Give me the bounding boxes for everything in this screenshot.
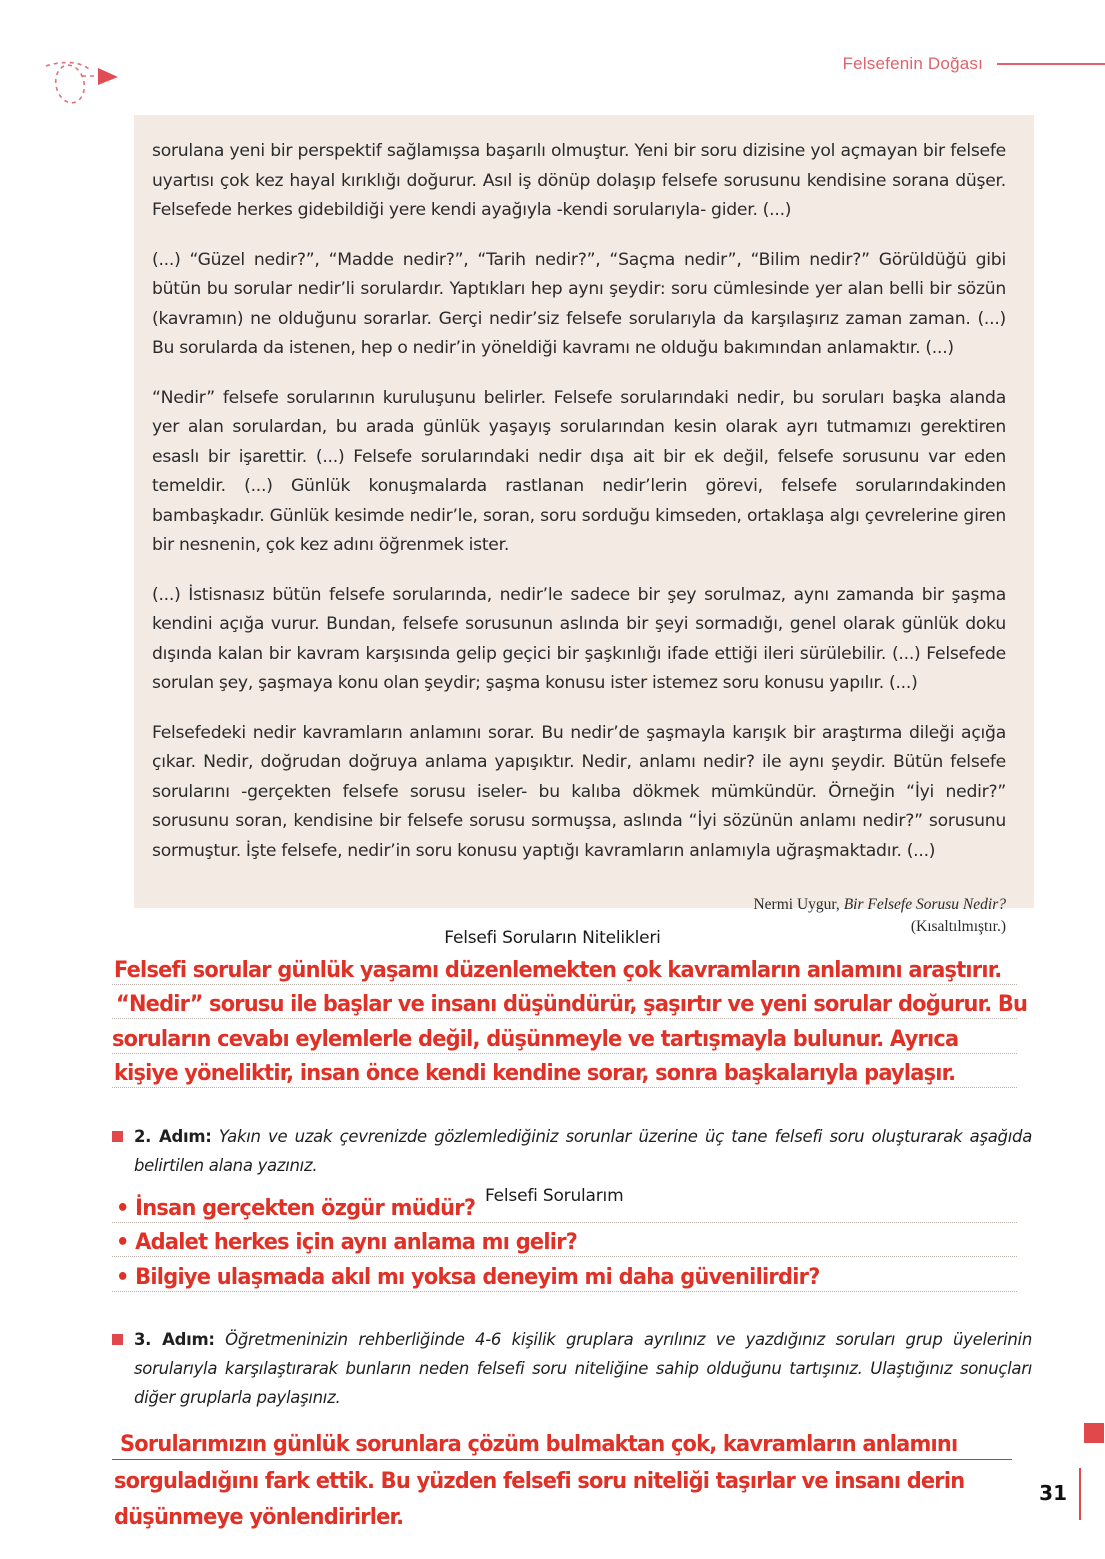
step-2-text	[134, 1122, 1032, 1180]
quote-paragraph-3: “Nedir” felsefe sorularının kuruluşunu belirler. Felsefe sorularındaki nedir, bu soruları başka alanda yer alan sorulardan, bu arada günlük yaşayış sorularından kesin olarak ayrı tutmamızı gerektiren esaslı bir işarettir. (...) Felsefe sorularındaki nedir dışa ait bir ek değil, felsefe sorusunu var eden temeldir. (...) Günlük konuşmalarda rastlanan nedir’lerin görevi, felsefe sorularındakinden bambaşkadır. Günlük kesimde nedir’le, soran, soru sorduğu kimseden, ortaklaşa algı çevrelerine giren bir nesnenin, çok kez adını öğrenmek ister.	[152, 387, 1006, 555]
header-title: Felsefenin Doğası	[842, 54, 983, 73]
qualities-heading: Felsefi Soruların Nitelikleri	[444, 928, 661, 948]
quote-paragraph-1: sorulana yeni bir perspektif sağlamışsa başarılı olmuştur. Yeni bir soru dizisine yol açmayan bir felsefe uyartısı çok kez hayal kırıklığı doğurur. Asıl iş dönüp dolaşıp felsefe sorusunu kendisine sorana düşer. Felsefede herkes gidebildiği yere kendi ayağıyla -kendi sorularıyla- gider. (...)	[152, 141, 1006, 220]
square-bullet-icon	[112, 1131, 123, 1142]
answer-line[interactable]	[112, 985, 1028, 1020]
attribution-work: Bir Felsefe Sorusu Nedir?	[843, 896, 1006, 913]
quote-box	[134, 115, 1034, 935]
conclusion-ink: düşünmeye yönlendirirler.	[114, 1504, 404, 1530]
quote-paragraph-5: Felsefedeki nedir kavramların anlamını sorar. Bu nedir’de şaşmayla karışık bir araştırma dileği açığa çıkar. Nedir, doğrudan doğruya anlama yapışıktır. Nedir, anlamı nedir? ile aynı şeydir. Bütün felsefe sorularını -gerçekten felsefe sorusu iseler- bu kalıba dökmek mümkündür. Örneğin “İyi nedir?” sorusunu soran, kendisine bir felsefe sorusu sormuşsa, aslında “İyi sözünün anlamı nedir?” sorusunu sormuştur. İşte felsefe, nedir’in soru konusu yaptığı kavramların anlamıyla uğraşmaktadır. (...)	[152, 722, 1006, 861]
conclusion-line[interactable]	[112, 1424, 1012, 1460]
answer-line[interactable]	[112, 950, 1017, 985]
my-questions-label: Felsefi Sorularım	[485, 1186, 624, 1206]
step-2-label: 2. Adım:	[134, 1127, 212, 1146]
answer-ink: Felsefi sorular günlük yaşamı düzenlemekten çok kavramların anlamını araştırır.	[114, 956, 1002, 983]
step-2-block	[112, 1122, 1032, 1180]
conclusion-line[interactable]	[112, 1496, 1012, 1532]
conclusion-line[interactable]	[112, 1460, 1012, 1496]
answer-ink: “Nedir” sorusu ile başlar ve insanı düşündürür, şaşırtır ve yeni sorular doğurur. Bu	[116, 991, 1028, 1017]
corner-square-marker	[1084, 1423, 1104, 1443]
page-number-rule	[1079, 1468, 1081, 1520]
page-number: 31	[1039, 1481, 1067, 1505]
my-questions-area[interactable]	[112, 1188, 1017, 1292]
answer-line[interactable]	[112, 1019, 1017, 1054]
attribution-note: (Kısaltılmıştır.)	[910, 918, 1006, 935]
qualities-answer-block[interactable]	[112, 950, 1028, 1088]
step-3-text	[134, 1325, 1032, 1412]
step-2-body: Yakın ve uzak çevrenizde gözlemlediğiniz sorunlar üzerine üç tane felsefi soru oluşturarak aşağıda belirtilen alana yazınız.	[134, 1127, 1033, 1175]
question-ink: • Bilgiye ulaşmada akıl mı yoksa deneyim mi daha güvenilirdir?	[116, 1263, 820, 1290]
answer-ink: soruların cevabı eylemlerle değil, düşünmeyle ve tartışmayla bulunur. Ayrıca	[112, 1025, 959, 1052]
attribution-author: Nermi Uygur,	[753, 896, 844, 913]
conclusion-block[interactable]	[112, 1424, 1012, 1532]
quote-paragraph-4: (...) İstisnasız bütün felsefe sorularında, nedir’le sadece bir şey sorulmaz, aynı zamanda bir şaşma kendini açığa vurur. Bundan, felsefe sorusunun aslında bir şeyi sormadığı, genel olarak günlük doku dışında kalan bir kavram karşısında gelip geçici bir şaşkınlığı ifade ettiği ileri sürülebilir. (...) Felsefede sorulan şey, şaşmaya konu olan şeydir; şaşma konusu ister istemez soru konusu yapılır. (...)	[152, 584, 1006, 693]
step-3-body: Öğretmeninizin rehberliğinde 4-6 kişilik gruplara ayrılınız ve yazdığınız soruları grup üyelerinin sorularıyla karşılaştırarak bunların neden felsefi soru niteliğine sahip olduğunu tartışınız. Ulaştığınız sonuçları diğer gruplarla paylaşınız.	[134, 1330, 1032, 1407]
question-ink: • Adalet herkes için aynı anlama mı gelir?	[116, 1229, 578, 1255]
page-header	[843, 54, 1105, 74]
step-3-block	[112, 1325, 1032, 1412]
answer-ink: kişiye yöneliktir, insan önce kendi kendine sorar, sonra başkalarıyla paylaşır.	[114, 1060, 956, 1086]
question-ink: • İnsan gerçekten özgür müdür?	[116, 1194, 476, 1221]
quote-paragraph-2: (...) “Güzel nedir?”, “Madde nedir?”, “Tarih nedir?”, “Saçma nedir”, “Bilim nedir?” Görüldüğü gibi bütün bu sorular nedir’li sorulardır. Yaptıkları hep aynı şeydir: soru cümlesinde yer alan belli bir sözün (kavramın) ne olduğunu sorarlar. Gerçi nedir’siz felsefe sorularıyla da karşılaşırız zaman zaman. (...) Bu sorularda da istenen, hep o nedir’in yöneldiği kavramı ne olduğu bakımından anlamaktır. (...)	[152, 249, 1006, 358]
conclusion-ink: sorguladığını fark ettik. Bu yüzden felsefi soru niteliği taşırlar ve insanı derin	[114, 1468, 965, 1494]
answer-line[interactable]	[112, 1054, 1017, 1089]
header-rule	[997, 63, 1105, 65]
question-line[interactable]	[112, 1223, 1017, 1258]
dashed-loop-arrow-icon	[42, 52, 134, 114]
square-bullet-icon	[112, 1334, 123, 1345]
conclusion-ink: Sorularımızın günlük sorunlara çözüm bulmaktan çok, kavramların anlamını	[120, 1431, 958, 1457]
question-line[interactable]	[112, 1257, 1017, 1292]
step-3-label: 3. Adım:	[134, 1330, 215, 1349]
